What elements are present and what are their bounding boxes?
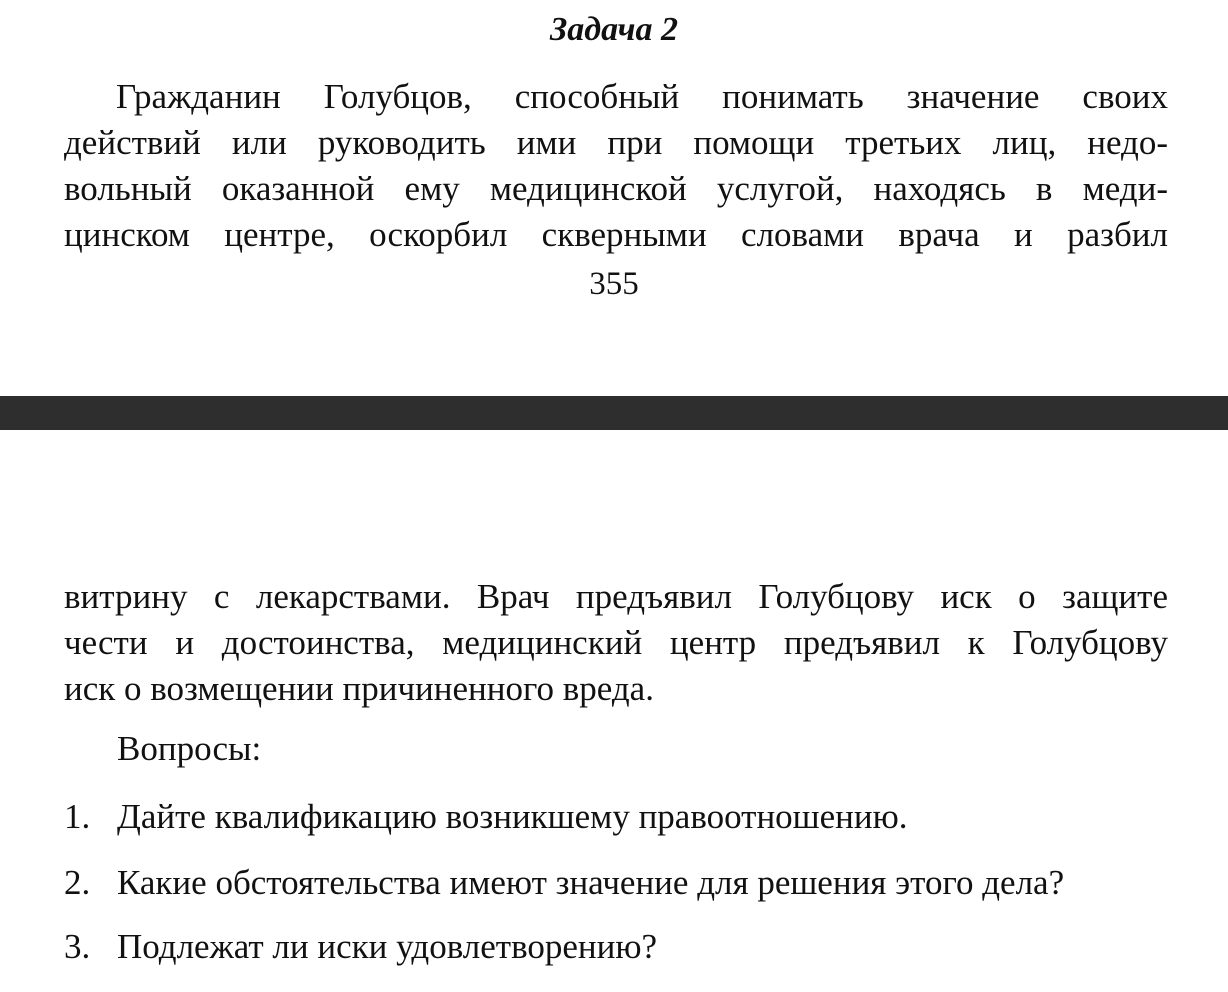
question-number: 2. [64,863,91,902]
page-number: 355 [589,266,639,302]
top-page [0,0,1228,396]
paragraph-line: действий или руководить ими при помощи третьих лиц, недо- [64,123,1168,162]
question-text: Какие обстоятельства имеют значение для решения этого дела? [117,863,1065,902]
paragraph-line: иск о возмещении причиненного вреда. [64,669,654,708]
question-text: Дайте квалификацию возникшему правоотношению. [117,797,908,836]
paragraph-line: чести и достоинства, медицинский центр предъявил к Голубцову [64,623,1168,662]
question-item [64,860,1204,906]
paragraph-line: Гражданин Голубцов, способный понимать значение своих [116,77,1168,116]
question-item [64,794,1204,840]
question-number: 1. [64,797,91,836]
bottom-page [0,430,1228,992]
paragraph-line: вольный оказанной ему медицинской услугой, находясь в меди- [64,169,1168,208]
task-title: Задача 2 [549,11,679,48]
paragraph-line: цинском центре, оскорбил скверными словами врача и разбил [64,215,1168,254]
questions-heading: Вопросы: [117,729,262,768]
paragraph-line: витрину с лекарствами. Врач предъявил Голубцову иск о защите [64,577,1168,616]
question-item [64,924,1204,970]
question-text: Подлежат ли иски удовлетворению? [117,927,658,966]
question-number: 3. [64,927,91,966]
page-divider [0,396,1228,430]
